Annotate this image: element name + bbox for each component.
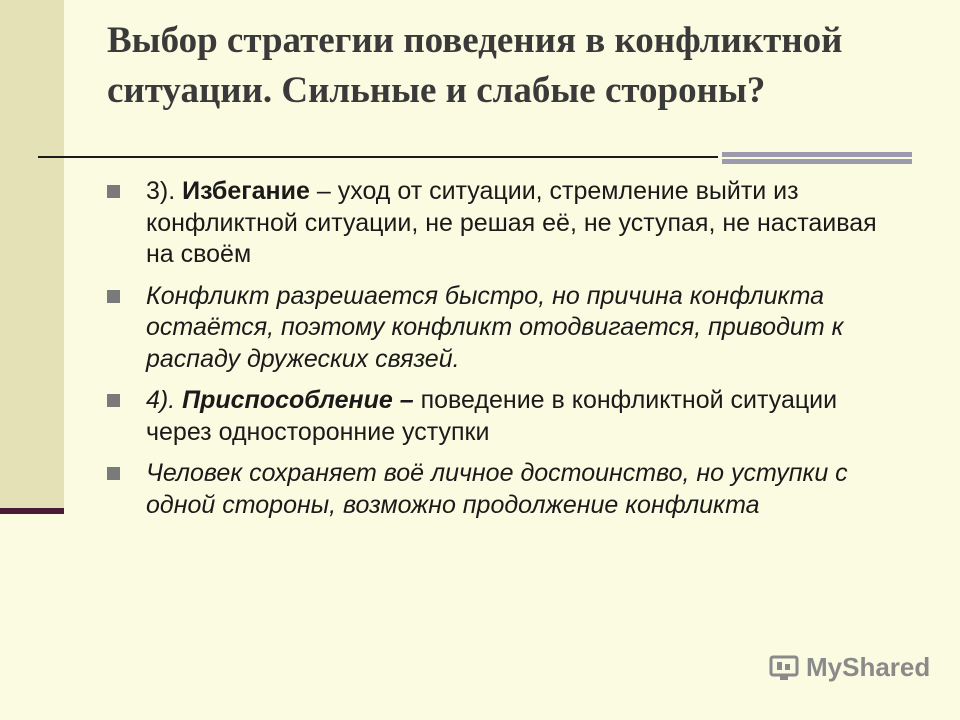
bullet-item-accommodation-effect — [107, 458, 897, 521]
bullet-prefix: 3). — [146, 177, 183, 205]
bullet-item-avoidance-effect — [107, 281, 897, 376]
square-bullet-icon — [107, 290, 120, 303]
bullet-text: Конфликт разрешается быстро, но причина конфликта остаётся, поэтому конфликт отодвигается, приводит к распаду дружеских связей. — [146, 281, 844, 373]
watermark-text: MyShared — [806, 652, 931, 682]
bullet-prefix: 4). — [146, 386, 183, 414]
slide-title: Выбор стратегии поведения в конфликтной ситуации. Сильные и слабые стороны? — [107, 20, 843, 111]
bullet-definition: – уход от ситуации, стремление выйти из конфликтной ситуации, не решая её, не уступая, не настаивая на своём — [146, 177, 877, 268]
bullet-definition: поведение в конфликтной ситуации через односторонние уступки — [146, 386, 838, 446]
title-underline — [38, 156, 718, 158]
bullet-item-avoidance — [107, 176, 897, 271]
myshared-logo-icon — [768, 653, 802, 683]
square-bullet-icon — [107, 467, 120, 480]
bullet-list — [107, 176, 897, 531]
left-decor-bar — [0, 0, 64, 512]
left-decor-line — [0, 508, 64, 514]
square-bullet-icon — [107, 185, 120, 198]
bullet-term: Избегание — [182, 177, 310, 205]
square-bullet-icon — [107, 394, 120, 407]
title-accent-bar — [722, 152, 912, 164]
bullet-text: Человек сохраняет воё личное достоинство, но уступки с одной стороны, возможно продолжение конфликта — [146, 459, 848, 519]
myshared-watermark — [768, 652, 930, 683]
bullet-item-accommodation — [107, 385, 897, 448]
bullet-term: Приспособление – — [182, 386, 414, 414]
